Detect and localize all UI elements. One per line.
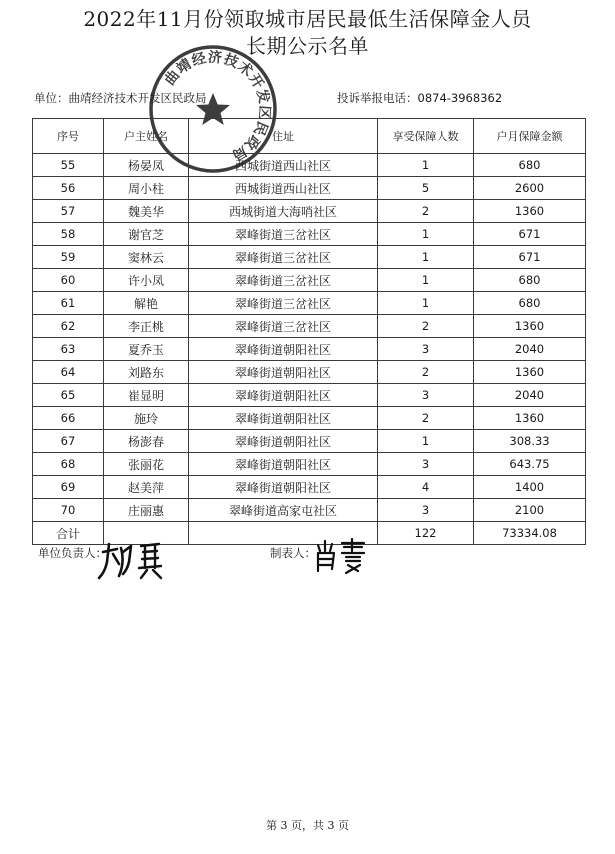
cell-name: 周小柱: [104, 177, 189, 200]
cell-address: 西城街道大海哨社区: [189, 200, 378, 223]
cell-name: 解艳: [104, 292, 189, 315]
recipient-table: [32, 118, 586, 545]
cell-count: 1: [378, 292, 474, 315]
cell-amount: 680: [474, 269, 586, 292]
cell-count: 3: [378, 384, 474, 407]
table-row: [33, 476, 586, 499]
cell-count: 2: [378, 407, 474, 430]
leader-label: 单位负责人：: [38, 546, 107, 560]
table-row: [33, 315, 586, 338]
cell-name: 赵美萍: [104, 476, 189, 499]
cell-name: 刘路东: [104, 361, 189, 384]
cell-no: 63: [33, 338, 104, 361]
table-row: [33, 338, 586, 361]
cell-address: 翠峰街道朝阳社区: [189, 407, 378, 430]
cell-address: 西城街道西山社区: [189, 177, 378, 200]
cell-amount: 1360: [474, 200, 586, 223]
document-title: [0, 6, 615, 60]
cell-name: 崔显明: [104, 384, 189, 407]
cell-amount: 1360: [474, 361, 586, 384]
cell-name: 李正桃: [104, 315, 189, 338]
header-amount: 户月保障金额: [474, 119, 586, 154]
cell-count: 2: [378, 200, 474, 223]
cell-amount: 643.75: [474, 453, 586, 476]
cell-amount: 680: [474, 154, 586, 177]
cell-count: 1: [378, 246, 474, 269]
cell-no: 59: [33, 246, 104, 269]
cell-no: 62: [33, 315, 104, 338]
cell-address: 西城街道西山社区: [189, 154, 378, 177]
cell-name: 谢官芝: [104, 223, 189, 246]
cell-name: 魏美华: [104, 200, 189, 223]
total-count: 122: [378, 522, 474, 545]
cell-name: 窦林云: [104, 246, 189, 269]
header-address: 住址: [189, 119, 378, 154]
cell-count: 5: [378, 177, 474, 200]
cell-no: 56: [33, 177, 104, 200]
table-row: [33, 200, 586, 223]
title-line-2: 长期公示名单: [246, 34, 369, 58]
cell-no: 58: [33, 223, 104, 246]
cell-address: 翠峰街道三岔社区: [189, 315, 378, 338]
cell-address: 翠峰街道三岔社区: [189, 223, 378, 246]
total-amount: 73334.08: [474, 522, 586, 545]
table-row: [33, 384, 586, 407]
cell-amount: 2100: [474, 499, 586, 522]
table-row: [33, 177, 586, 200]
cell-address: 翠峰街道朝阳社区: [189, 476, 378, 499]
table-row: [33, 361, 586, 384]
preparer-label: 制表人：: [270, 546, 316, 560]
table-row: [33, 246, 586, 269]
cell-no: 61: [33, 292, 104, 315]
cell-amount: 671: [474, 246, 586, 269]
cell-count: 1: [378, 269, 474, 292]
cell-amount: 671: [474, 223, 586, 246]
cell-address: 翠峰街道朝阳社区: [189, 384, 378, 407]
cell-name: 施玲: [104, 407, 189, 430]
cell-address: 翠峰街道朝阳社区: [189, 430, 378, 453]
cell-no: 66: [33, 407, 104, 430]
header-no: 序号: [33, 119, 104, 154]
cell-amount: 1360: [474, 315, 586, 338]
cell-amount: 2600: [474, 177, 586, 200]
cell-name: 夏乔玉: [104, 338, 189, 361]
table-row: [33, 292, 586, 315]
cell-amount: 2040: [474, 384, 586, 407]
cell-amount: 2040: [474, 338, 586, 361]
cell-no: 68: [33, 453, 104, 476]
cell-amount: 308.33: [474, 430, 586, 453]
cell-name: 杨澎春: [104, 430, 189, 453]
table-row: [33, 453, 586, 476]
table-row: [33, 407, 586, 430]
cell-no: 65: [33, 384, 104, 407]
cell-address: 翠峰街道三岔社区: [189, 292, 378, 315]
table-row: [33, 430, 586, 453]
cell-count: 1: [378, 430, 474, 453]
cell-no: 60: [33, 269, 104, 292]
table-header-row: [33, 119, 586, 154]
table-row: [33, 269, 586, 292]
cell-count: 4: [378, 476, 474, 499]
cell-no: 70: [33, 499, 104, 522]
cell-address: 翠峰街道三岔社区: [189, 246, 378, 269]
table-row: [33, 154, 586, 177]
preparer-signature: [312, 535, 370, 575]
cell-no: 55: [33, 154, 104, 177]
cell-address: 翠峰街道三岔社区: [189, 269, 378, 292]
cell-address: 翠峰街道朝阳社区: [189, 338, 378, 361]
cell-name: 庄丽惠: [104, 499, 189, 522]
cell-count: 2: [378, 361, 474, 384]
cell-no: 69: [33, 476, 104, 499]
cell-address: 翠峰街道高家屯社区: [189, 499, 378, 522]
table-row: [33, 499, 586, 522]
cell-amount: 1360: [474, 407, 586, 430]
cell-no: 64: [33, 361, 104, 384]
cell-name: 张丽花: [104, 453, 189, 476]
table-row: [33, 223, 586, 246]
cell-count: 1: [378, 223, 474, 246]
cell-no: 57: [33, 200, 104, 223]
cell-address: 翠峰街道朝阳社区: [189, 361, 378, 384]
cell-count: 3: [378, 338, 474, 361]
header-count: 享受保障人数: [378, 119, 474, 154]
cell-count: 3: [378, 453, 474, 476]
cell-count: 3: [378, 499, 474, 522]
seal-text: 曲靖经济技术开发区民政局: [161, 49, 273, 164]
cell-name: 许小凤: [104, 269, 189, 292]
total-label: 合计: [33, 522, 104, 545]
cell-amount: 680: [474, 292, 586, 315]
cell-name: 杨晏凤: [104, 154, 189, 177]
header-name: 户主姓名: [104, 119, 189, 154]
leader-signature: [95, 532, 175, 582]
hotline-label: 投诉举报电话：0874-3968362: [337, 91, 503, 105]
cell-address: 翠峰街道朝阳社区: [189, 453, 378, 476]
cell-count: 2: [378, 315, 474, 338]
page-indicator: 第 3 页，共 3 页: [266, 819, 349, 832]
unit-label: 单位：曲靖经济技术开发区民政局: [34, 91, 207, 105]
cell-count: 1: [378, 154, 474, 177]
title-line-1: 2022年11月份领取城市居民最低生活保障金人员: [83, 7, 532, 31]
cell-amount: 1400: [474, 476, 586, 499]
cell-no: 67: [33, 430, 104, 453]
